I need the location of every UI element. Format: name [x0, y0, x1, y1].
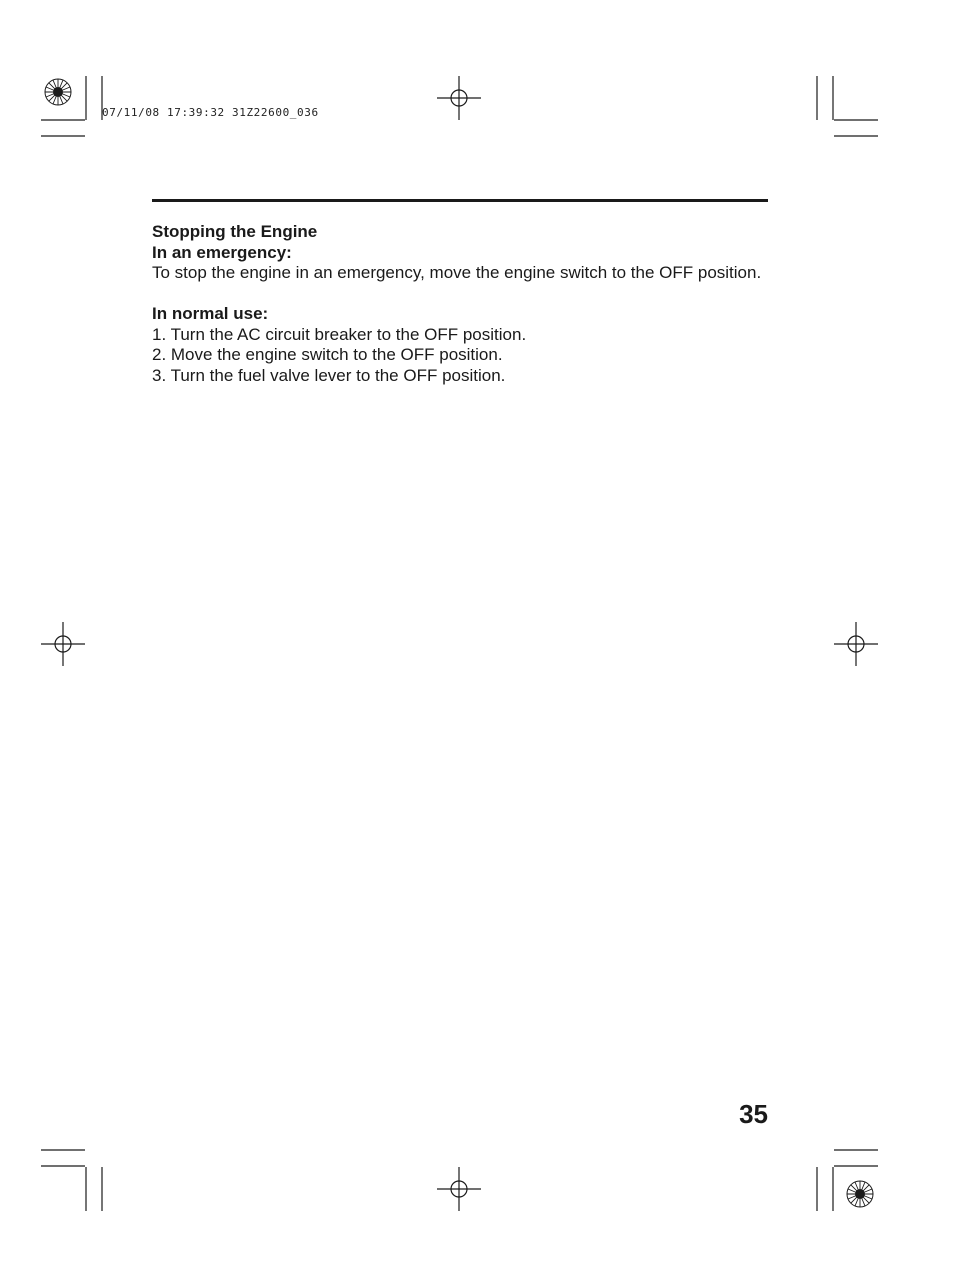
- emergency-text: To stop the engine in an emergency, move the engine switch to the OFF position.: [152, 263, 762, 282]
- print-slug: 07/11/08 17:39:32 31Z22600_036: [102, 106, 319, 119]
- page-number: 35: [739, 1099, 768, 1129]
- paragraph-gap: [152, 284, 768, 305]
- step-item: 2. Move the engine switch to the OFF position.: [152, 345, 503, 364]
- step-item: 3. Turn the fuel valve lever to the OFF position.: [152, 365, 506, 385]
- starburst-mark-top-left: [45, 79, 71, 105]
- registration-target-right: [834, 622, 878, 666]
- registration-target-top: [437, 76, 481, 120]
- section-rule: [152, 199, 768, 202]
- normal-use-steps: [152, 325, 768, 387]
- step-item: 1. Turn the AC circuit breaker to the OFF position.: [152, 324, 527, 344]
- starburst-mark-bottom-right: [847, 1181, 873, 1207]
- section-content: [152, 222, 768, 386]
- registration-target-left: [41, 622, 85, 666]
- normal-use-heading: In normal use:: [152, 304, 269, 323]
- emergency-heading: In an emergency:: [152, 242, 292, 262]
- registration-target-bottom: [437, 1167, 481, 1211]
- section-title: Stopping the Engine: [152, 222, 318, 241]
